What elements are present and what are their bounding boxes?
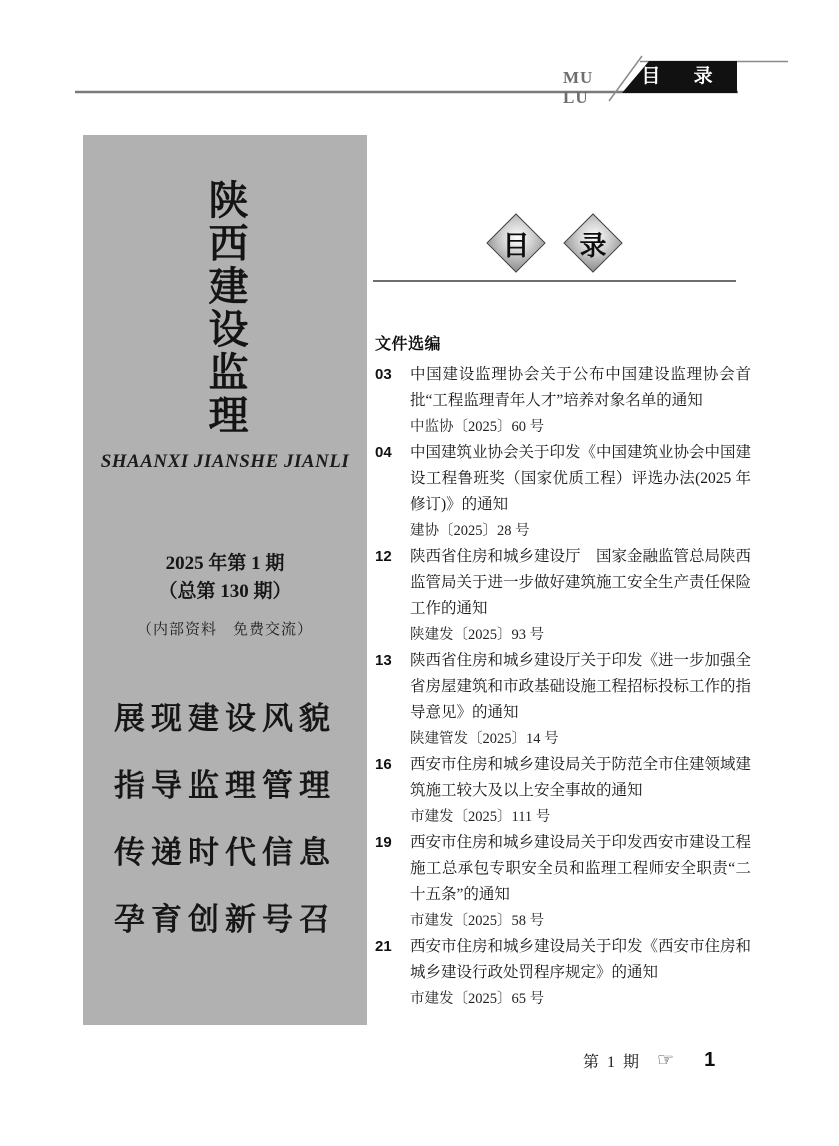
page-footer	[583, 1048, 715, 1072]
toc-entry-body	[410, 752, 751, 830]
toc-entry-title: 西安市住房和城乡建设局关于防范全市住建领域建筑施工较大及以上安全事故的通知	[410, 756, 752, 799]
toc-list	[375, 331, 751, 1012]
toc-entry-page-number: 04	[375, 444, 392, 461]
toc-title-diamond-1	[486, 213, 545, 272]
issue-line2: （总第 130 期）	[158, 581, 292, 602]
magazine-vertical-title: 陕西建设监理	[202, 179, 249, 437]
toc-entry-page-number: 19	[375, 834, 392, 851]
toc-entry	[375, 544, 751, 648]
toc-title-diamond-2	[563, 213, 622, 272]
toc-entry-page-number: 03	[375, 366, 392, 383]
toc-entry-body	[410, 362, 751, 440]
toc-entry-title: 西安市住房和城乡建设局关于印发西安市建设工程施工总承包专职安全员和监理工程师安全职责“二十五条”的通知	[410, 834, 752, 903]
toc-entry-page-number: 12	[375, 548, 392, 565]
toc-entry-body	[410, 544, 751, 648]
toc-entry-doc-number: 市建发〔2025〕58 号	[410, 913, 545, 929]
toc-entry-body	[410, 934, 751, 1012]
toc-entry-body	[410, 830, 751, 934]
header-banner-decoration	[0, 0, 839, 110]
toc-entry-doc-number: 中监协〔2025〕60 号	[410, 419, 545, 435]
toc-entry-doc-number: 市建发〔2025〕65 号	[410, 991, 545, 1007]
toc-entries	[375, 362, 751, 1012]
toc-entry	[375, 934, 751, 1012]
toc-entry-doc-number: 市建发〔2025〕111 号	[410, 809, 551, 825]
cover-panel	[83, 135, 367, 1025]
toc-entry-title: 西安市住房和城乡建设局关于印发《西安市住房和城乡建设行政处罚程序规定》的通知	[410, 938, 752, 981]
cover-slogan-line: 指导监理管理	[114, 768, 336, 803]
header-label-cn: 目 录	[641, 66, 727, 87]
footer-issue-label: 第 1 期	[583, 1053, 642, 1071]
issue-line1: 2025 年第 1 期	[165, 553, 285, 574]
toc-entry-body	[410, 440, 751, 544]
toc-entry	[375, 362, 751, 440]
toc-entry-title: 中国建筑业协会关于印发《中国建筑业协会中国建设工程鲁班奖（国家优质工程）评选办法(2025 年修订)》的通知	[410, 444, 752, 513]
toc-entry-doc-number: 陕建管发〔2025〕14 号	[410, 731, 559, 747]
toc-entry-doc-number: 陕建发〔2025〕93 号	[410, 627, 545, 643]
toc-entry-page-number: 13	[375, 652, 392, 669]
pointing-hand-icon: ☞	[657, 1049, 675, 1071]
toc-entry-title: 中国建设监理协会关于公布中国建设监理协会首批“工程监理青年人才”培养对象名单的通知	[410, 366, 751, 409]
issue-info	[83, 550, 367, 606]
internal-material-note: （内部资料 免费交流）	[136, 622, 313, 638]
cover-slogan-line: 传递时代信息	[114, 835, 336, 870]
toc-entry	[375, 830, 751, 934]
toc-entry-body	[410, 648, 751, 752]
toc-entry-page-number: 16	[375, 756, 392, 773]
toc-entry-page-number: 21	[375, 938, 392, 955]
footer-page-number: 1	[704, 1048, 716, 1071]
cover-slogan-line: 孕育创新号召	[114, 902, 336, 937]
toc-entry-title: 陕西省住房和城乡建设厅 国家金融监管总局陕西监管局关于进一步做好建筑施工安全生产责任保险工作的通知	[410, 548, 752, 617]
toc-entry	[375, 440, 751, 544]
toc-entry	[375, 648, 751, 752]
magazine-pinyin-title: SHAANXI JIANSHE JIANLI	[100, 451, 350, 472]
toc-section-heading: 文件选编	[375, 336, 442, 353]
toc-entry-doc-number: 建协〔2025〕28 号	[410, 523, 530, 539]
header-label-latin: MU LU	[563, 68, 594, 107]
toc-divider-rule	[373, 280, 736, 282]
toc-title-char-1: 目	[502, 230, 530, 262]
toc-title-char-2: 录	[579, 230, 607, 262]
toc-entry	[375, 752, 751, 830]
toc-entry-title: 陕西省住房和城乡建设厅关于印发《进一步加强全省房屋建筑和市政基础设施工程招标投标工作的指导意见》的通知	[410, 652, 752, 721]
cover-slogans	[83, 685, 367, 953]
cover-slogan-line: 展现建设风貌	[114, 701, 336, 736]
